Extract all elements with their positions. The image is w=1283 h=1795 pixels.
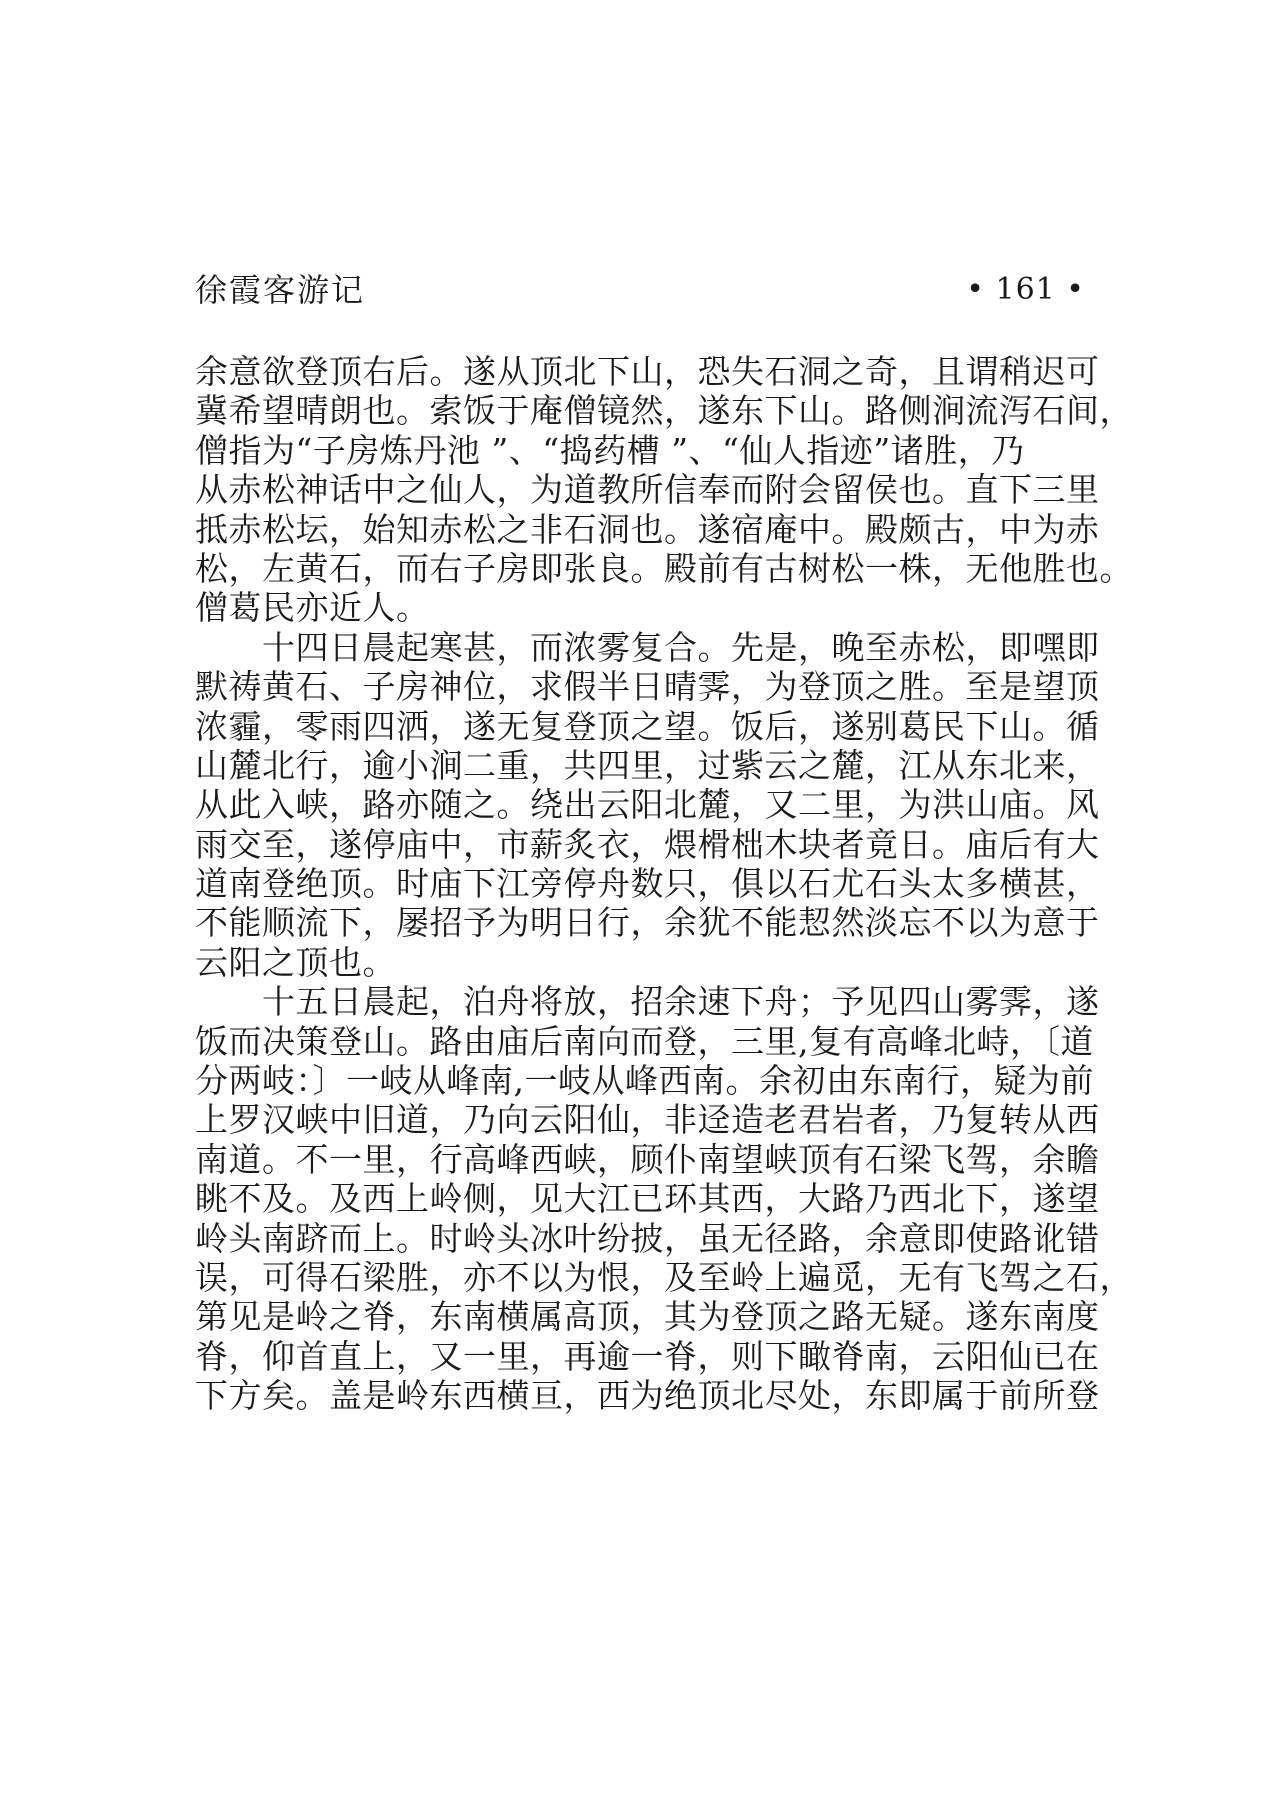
page-number: • 161 • (966, 272, 1085, 307)
text-line: 道南登绝顶。时庙下江旁停舟数只，俱以石尤石头太多横甚， (195, 864, 1100, 904)
text-line: 第见是岭之脊，东南横属高顶，其为登顶之路无疑。遂东南度 (195, 1297, 1100, 1337)
text-line: 僧葛民亦近人。 (195, 588, 430, 628)
text-line: 从此入峡，路亦随之。绕出云阳北麓，又二里，为洪山庙。风 (195, 785, 1100, 825)
text-line: 眺不及。及西上岭侧，见大江已环其西，大路乃西北下，遂望 (195, 1179, 1100, 1219)
text-line: 浓霾，零雨四洒，遂无复登顶之望。饭后，遂别葛民下山。循 (195, 706, 1100, 746)
text-line: 冀希望晴朗也。索饭于庵僧镜然，遂东下山。路侧涧流泻石间， (195, 391, 1133, 431)
text-line: 脊，仰首直上，又一里，再逾一脊，则下瞰脊南，云阳仙已在 (195, 1336, 1100, 1376)
body-text (195, 352, 1133, 1416)
text-line: 十五日晨起，泊舟将放，招余速下舟；予见四山雾霁，遂 (195, 982, 1100, 1022)
text-line: 默祷黄石、子房神位，求假半日晴霁，为登顶之胜。至是望顶 (195, 667, 1100, 707)
text-line: 云阳之顶也。 (195, 942, 396, 982)
page-header (195, 268, 1085, 312)
text-line: 山麓北行，逾小涧二重，共四里，过紫云之麓，江从东北来， (195, 745, 1100, 785)
text-line: 抵赤松坛，始知赤松之非石洞也。遂宿庵中。殿颇古，中为赤 (195, 509, 1100, 549)
text-line: 南道。不一里，行高峰西峡，顾仆南望峡顶有石梁飞驾，余瞻 (195, 1139, 1100, 1179)
text-line: 雨交至，遂停庙中，市薪炙衣，煨榾柮木块者竟日。庙后有大 (195, 824, 1100, 864)
text-line: 下方矣。盖是岭东西横亘，西为绝顶北尽处，东即属于前所登 (195, 1376, 1100, 1416)
text-line: 误，可得石梁胜，亦不以为恨，及至岭上遍觅，无有飞驾之石， (195, 1257, 1133, 1297)
text-line: 上罗汉峡中旧道，乃向云阳仙，非迳造老君岩者，乃复转从西 (195, 1100, 1100, 1140)
text-line: 不能顺流下，屡招予为明日行，余犹不能恝然淡忘不以为意于 (195, 903, 1100, 943)
text-line: 饭而决策登山。路由庙后南向而登，三里,复有高峰北峙，〔道 (195, 1021, 1094, 1061)
text-line: 十四日晨起寒甚，而浓雾复合。先是，晚至赤松，即嘿即 (195, 627, 1100, 667)
text-line: 僧指为“子房炼丹池 ”、“捣药槽 ”、“仙人指迹”诸胜，乃 (195, 430, 1025, 470)
running-title: 徐霞客游记 (195, 271, 366, 309)
text-line: 余意欲登顶右后。遂从顶北下山，恐失石洞之奇，且谓稍迟可 (195, 352, 1100, 391)
text-line: 从赤松神话中之仙人，为道教所信奉而附会留侯也。直下三里 (195, 470, 1100, 510)
text-line: 岭头南跻而上。时岭头冰叶纷披，虽无径路，余意即使路讹错 (195, 1218, 1100, 1258)
text-line: 分两岐：〕一岐从峰南,一岐从峰西南。余初由东南行，疑为前 (195, 1061, 1094, 1101)
text-line: 松，左黄石，而右子房即张良。殿前有古树松一株，无他胜也。 (195, 548, 1133, 588)
